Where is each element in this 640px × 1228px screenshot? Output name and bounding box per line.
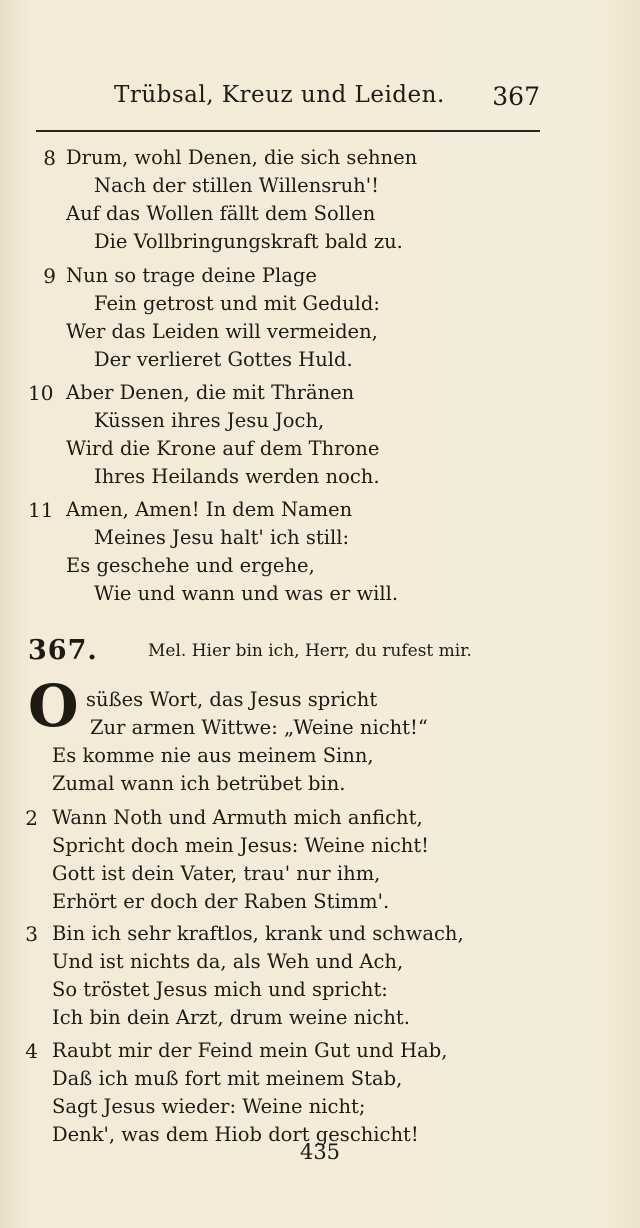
- verse-line: So tröstet Jesus mich und spricht:: [52, 978, 388, 1001]
- page-header: [36, 82, 540, 118]
- verse-line: Der verlieret Gottes Huld.: [94, 348, 353, 371]
- verse-number: 9: [43, 264, 56, 288]
- verse-line: Die Vollbringungskraft bald zu.: [94, 230, 403, 253]
- verse-line: Es komme nie aus meinem Sinn,: [52, 744, 374, 767]
- verse-number: 4: [25, 1039, 38, 1063]
- verse-line: Zumal wann ich betrübet bin.: [52, 772, 346, 795]
- verse-line: Küssen ihres Jesu Joch,: [94, 409, 325, 432]
- verse-line: Wann Noth und Armuth mich anficht,: [52, 806, 423, 829]
- verse-line: Erhört er doch der Raben Stimm'.: [52, 890, 390, 913]
- verse-line: Aber Denen, die mit Thränen: [66, 381, 355, 404]
- verse-line: Spricht doch mein Jesus: Weine nicht!: [52, 834, 430, 857]
- verse-line: Ich bin dein Arzt, drum weine nicht.: [52, 1006, 410, 1029]
- verse-line: Gott ist dein Vater, trau' nur ihm,: [52, 862, 381, 885]
- verse-number: 11: [28, 498, 54, 522]
- verse-number: 8: [43, 146, 56, 170]
- verse-number: 3: [25, 922, 38, 946]
- verse-line: Drum, wohl Denen, die sich sehnen: [66, 146, 418, 169]
- verse-line: Fein getrost und mit Geduld:: [94, 292, 380, 315]
- verse-line: Wird die Krone auf dem Throne: [66, 437, 380, 460]
- hymn-heading: [0, 635, 640, 671]
- verse-line: Amen, Amen! In dem Namen: [66, 498, 353, 521]
- verse-line: Auf das Wollen fällt dem Sollen: [66, 202, 376, 225]
- melody-indication: Mel. Hier bin ich, Herr, du rufest mir.: [148, 641, 472, 661]
- verse-line: Und ist nichts da, als Weh und Ach,: [52, 950, 404, 973]
- verse-line: Daß ich muß fort mit meinem Stab,: [52, 1067, 403, 1090]
- drop-cap: O: [28, 672, 79, 740]
- verse-line: Denk', was dem Hiob dort geschicht!: [52, 1123, 419, 1146]
- verse-line: Wer das Leiden will vermeiden,: [66, 320, 378, 343]
- verse-line: Ihres Heilands werden noch.: [94, 465, 380, 488]
- verse-line: Sagt Jesus wieder: Weine nicht;: [52, 1095, 366, 1118]
- header-page-number: 367: [492, 82, 540, 111]
- verse-line: Zur armen Wittwe: „Weine nicht!“: [90, 716, 428, 739]
- footer-page-number: 435: [299, 1140, 341, 1164]
- verse-line: Wie und wann und was er will.: [94, 582, 399, 605]
- verse-line: Nach der stillen Willensruh'!: [94, 174, 379, 197]
- verse-line: süßes Wort, das Jesus spricht: [86, 688, 378, 711]
- verse-line: Bin ich sehr kraftlos, krank und schwach,: [52, 922, 464, 945]
- verse-line: Nun so trage deine Plage: [66, 264, 317, 287]
- verse-number: 2: [25, 806, 38, 830]
- verse-line: Meines Jesu halt' ich still:: [94, 526, 350, 549]
- verse-line: Raubt mir der Feind mein Gut und Hab,: [52, 1039, 448, 1062]
- hymn-number: 367.: [28, 635, 98, 666]
- verse-line: Es geschehe und ergehe,: [66, 554, 315, 577]
- running-title: Trübsal, Kreuz und Leiden.: [114, 82, 445, 108]
- verse-number: 10: [28, 381, 54, 405]
- header-rule: [36, 130, 540, 132]
